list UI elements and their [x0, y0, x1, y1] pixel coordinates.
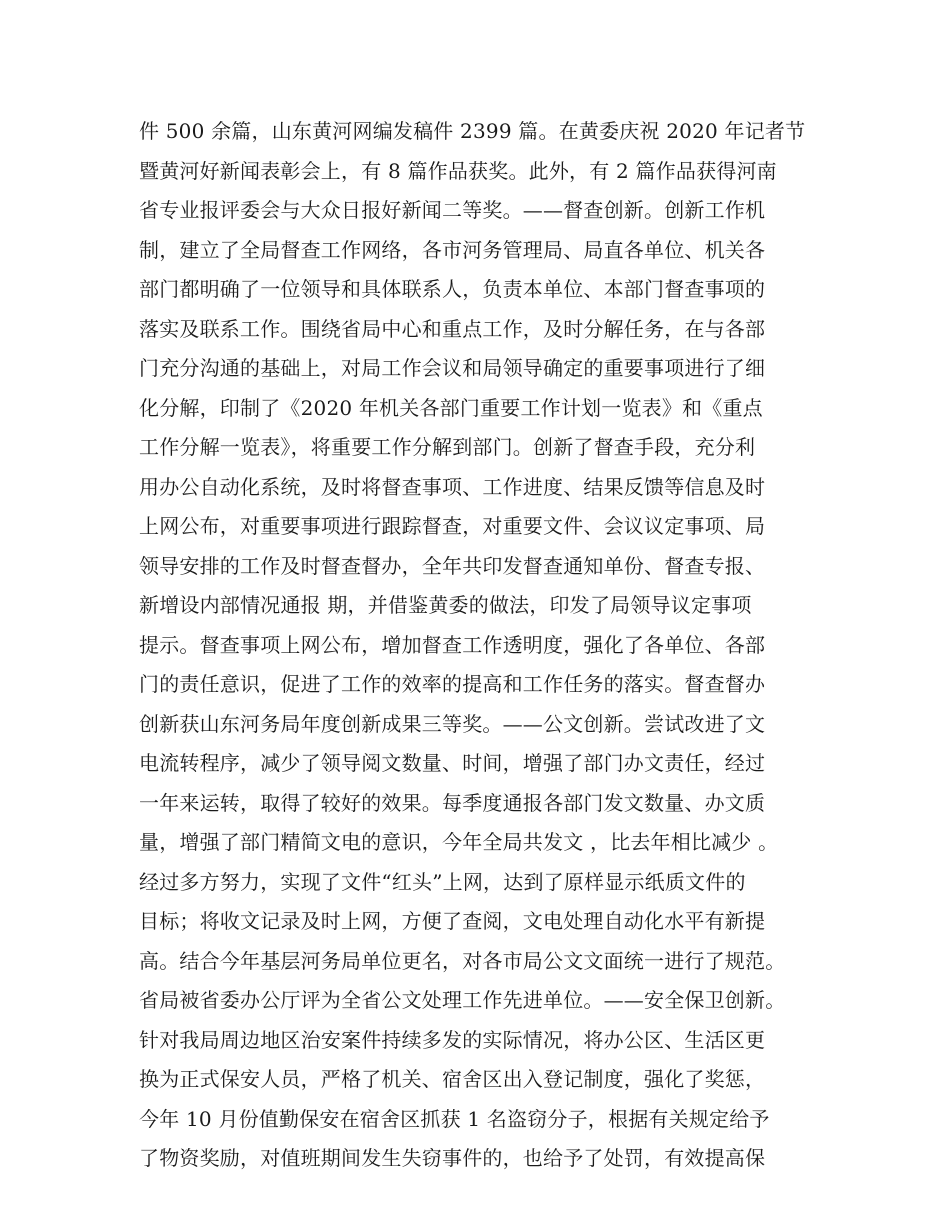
text-line: 了物资奖励，对值班期间发生失窃事件的，也给予了处罚，有效提高保 — [139, 1146, 766, 1170]
text-line: 提示。督查事项上网公布，增加督查工作透明度，强化了各单位、各部 — [139, 632, 766, 657]
text-line: 件 500 余篇，山东黄河网编发稿件 2399 篇。在黄委庆祝 2020 年记者节 — [139, 119, 806, 143]
text-line: 制，建立了全局督查工作网络，各市河务管理局、局直各单位、机关各 — [139, 237, 766, 262]
text-line: 高。结合今年基层河务局单位更名，对各市局公文文面统一进行了规范。 — [139, 948, 786, 973]
text-line: 创新获山东河务局年度创新成果三等奖。——公文创新。尝试改进了文 — [139, 711, 766, 736]
text-line: 部门都明确了一位领导和具体联系人，负责本单位、本部门督查事项的 — [139, 277, 766, 301]
text-line: 省局被省委办公厅评为全省公文处理工作先进单位。——安全保卫创新。 — [139, 988, 786, 1012]
text-line: 一年来运转，取得了较好的效果。每季度通报各部门发文数量、办文质 — [139, 790, 766, 815]
text-line: 针对我局周边地区治安案件持续多发的实际情况，将办公区、生活区更 — [139, 1027, 766, 1052]
text-line: 门的责任意识，促进了工作的效率的提高和工作任务的落实。督查督办 — [139, 672, 766, 696]
text-line: 工作分解一览表》，将重要工作分解到部门。创新了督查手段，充分利 — [139, 435, 756, 459]
text-line: 暨黄河好新闻表彰会上，有 8 篇作品获奖。此外，有 2 篇作品获得河南 — [139, 158, 777, 183]
text-line: 目标；将收文记录及时上网，方便了查阅，文电处理自动化水平有新提 — [139, 909, 766, 933]
text-line: 经过多方努力，实现了文件“红头”上网，达到了原样显示纸质文件的 — [139, 869, 746, 894]
text-line: 换为正式保安人员，严格了机关、宿舍区出入登记制度，强化了奖惩， — [139, 1067, 766, 1091]
text-line: 省专业报评委会与大众日报好新闻二等奖。——督查创新。创新工作机 — [139, 198, 766, 222]
text-line: 化分解，印制了《2020 年机关各部门重要工作计划一览表》和《重点 — [139, 395, 763, 420]
text-line: 电流转程序，减少了领导阅文数量、时间，增强了部门办文责任，经过 — [139, 751, 766, 775]
text-line: 门充分沟通的基础上，对局工作会议和局领导确定的重要事项进行了细 — [139, 356, 766, 380]
text-line: 上网公布，对重要事项进行跟踪督查，对重要文件、会议议定事项、局 — [139, 514, 766, 538]
text-line: 领导安排的工作及时督查督办，全年共印发督查通知单份、督查专报、 — [139, 553, 766, 578]
body-text — [139, 112, 829, 1179]
text-line: 今年 10 月份值勤保安在宿舍区抓获 1 名盗窃分子，根据有关规定给予 — [139, 1106, 770, 1131]
text-line: 新增设内部情况通报 期，并借鉴黄委的做法，印发了局领导议定事项 — [139, 593, 752, 617]
text-line: 落实及联系工作。围绕省局中心和重点工作，及时分解任务，在与各部 — [139, 316, 766, 341]
text-line: 用办公自动化系统，及时将督查事项、工作进度、结果反馈等信息及时 — [139, 474, 766, 499]
text-line: 量，增强了部门精简文电的意识，今年全局共发文 ，比去年相比减少 。 — [139, 830, 779, 854]
